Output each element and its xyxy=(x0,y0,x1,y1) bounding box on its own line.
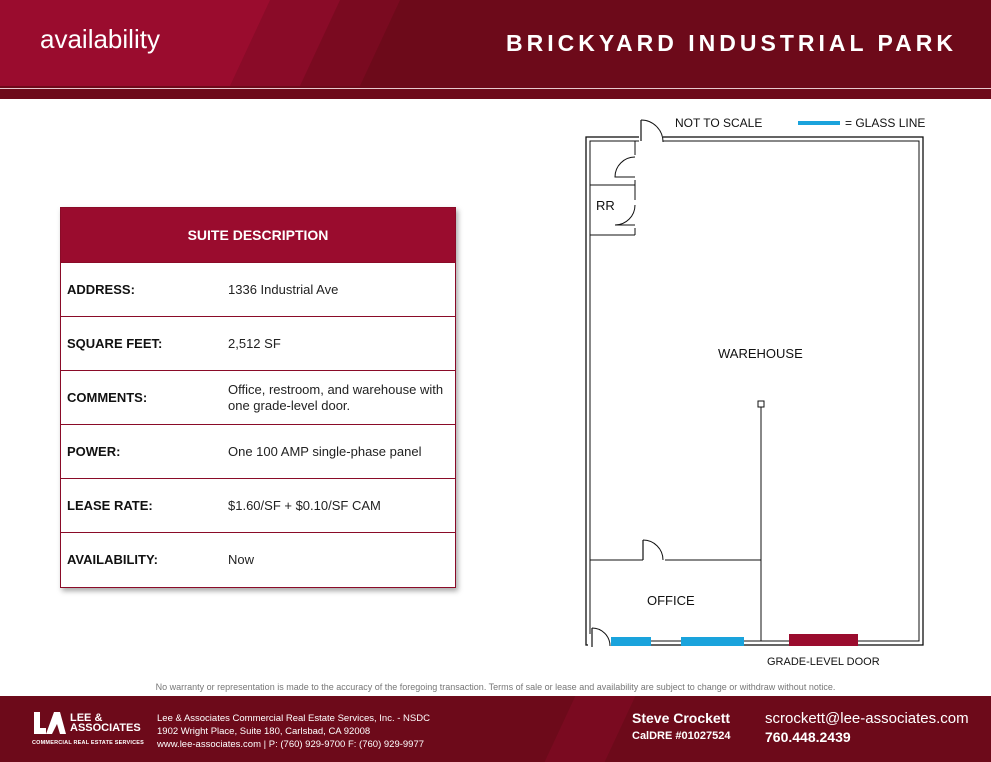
row-value: Office, restroom, and warehouse with one grade-level door. xyxy=(228,381,444,413)
row-value: One 100 AMP single-phase panel xyxy=(228,443,422,459)
company-address: 1902 Wright Place, Suite 180, Carlsbad, CA 92008 xyxy=(157,726,371,737)
page-header xyxy=(0,0,991,86)
row-value: $1.60/SF + $0.10/SF CAM xyxy=(228,497,381,513)
grade-level-door-label: GRADE-LEVEL DOOR xyxy=(767,656,880,668)
row-value: 1336 Industrial Ave xyxy=(228,281,339,297)
table-row-square-feet xyxy=(61,316,455,370)
table-row-lease-rate xyxy=(61,478,455,532)
disclaimer-text: No warranty or representation is made to the accuracy of the foregoing transaction. Terms of sale or lease and availability are subject to change or withdraw without notice. xyxy=(155,682,836,692)
grade-level-door-marker xyxy=(789,634,858,646)
row-label: AVAILABILITY: xyxy=(67,552,158,567)
lee-associates-logo-icon xyxy=(32,710,66,736)
table-row-availability xyxy=(61,532,455,586)
table-row-comments xyxy=(61,370,455,424)
office-door-swing xyxy=(643,540,663,560)
glass-line-segment xyxy=(681,637,744,646)
agent-license: CalDRE #01027524 xyxy=(632,730,731,742)
row-label: SQUARE FEET: xyxy=(67,336,163,351)
table-row-address xyxy=(61,262,455,316)
outer-wall xyxy=(586,137,923,645)
company-contact[interactable]: www.lee-associates.com | P: (760) 929-9700 F: (760) 929-9977 xyxy=(157,739,425,750)
header-divider xyxy=(0,88,991,89)
logo-subtitle: COMMERCIAL REAL ESTATE SERVICES xyxy=(32,740,145,746)
row-label: POWER: xyxy=(67,444,121,459)
agent-name: Steve Crockett xyxy=(632,710,731,726)
page-footer xyxy=(0,696,991,762)
row-label: ADDRESS: xyxy=(67,282,135,297)
glass-line-legend-swatch xyxy=(798,121,840,125)
restroom-label: RR xyxy=(596,198,615,213)
restroom-door-swing-lower xyxy=(615,205,635,225)
agent-email-link[interactable]: scrockett@lee-associates.com xyxy=(765,710,969,727)
entry-door-gap xyxy=(639,134,663,144)
company-info xyxy=(157,712,430,751)
logo-wordmark: LEE & ASSOCIATES xyxy=(70,712,141,734)
restroom-door-swing-upper xyxy=(615,157,635,177)
office-label: OFFICE xyxy=(647,593,695,608)
header-tagline: availability xyxy=(40,24,160,54)
suite-description-table xyxy=(60,207,456,588)
footer-diagonal-stripe xyxy=(545,696,636,762)
property-title: BRICKYARD INDUSTRIAL PARK xyxy=(506,30,957,56)
not-to-scale-note: NOT TO SCALE xyxy=(675,116,763,130)
company-name: Lee & Associates Commercial Real Estate Services, Inc. - NSDC xyxy=(157,713,430,724)
warehouse-label: WAREHOUSE xyxy=(718,346,803,361)
suite-description-heading: SUITE DESCRIPTION xyxy=(61,208,455,262)
table-row-power xyxy=(61,424,455,478)
row-value: 2,512 SF xyxy=(228,335,281,351)
row-value: Now xyxy=(228,551,255,567)
column-marker xyxy=(758,401,764,407)
floor-plan-drawing xyxy=(575,110,935,670)
agent-phone[interactable]: 760.448.2439 xyxy=(765,729,851,745)
floor-plan xyxy=(575,110,935,670)
row-label: LEASE RATE: xyxy=(67,498,153,513)
inner-wall xyxy=(590,141,919,641)
glass-line-segment xyxy=(611,637,651,646)
row-label: COMMENTS: xyxy=(67,390,148,405)
glass-line-legend: = GLASS LINE xyxy=(845,116,926,130)
